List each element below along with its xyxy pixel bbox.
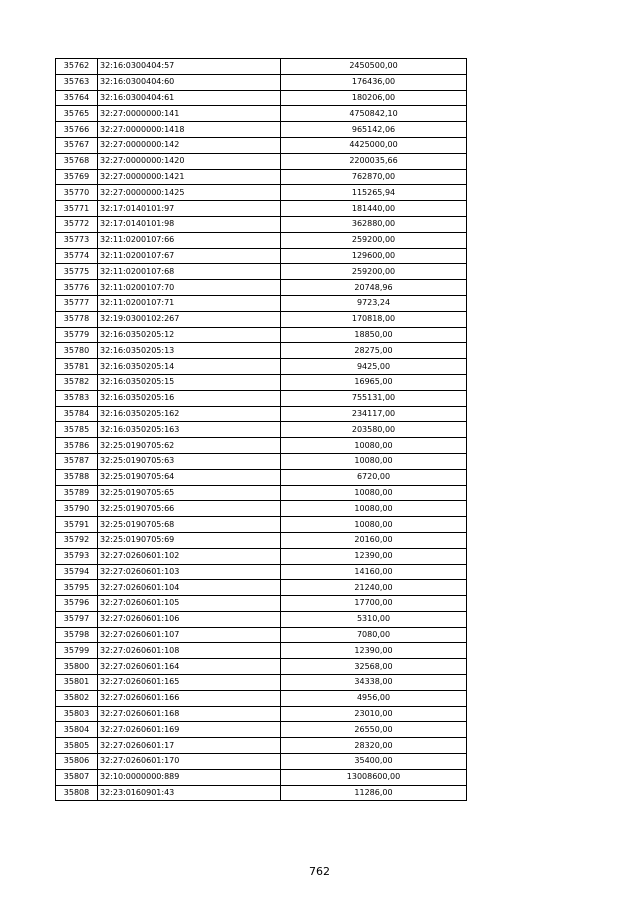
value-cell: 20160,00 bbox=[281, 532, 467, 548]
value-cell: 129600,00 bbox=[281, 248, 467, 264]
row-number-cell: 35782 bbox=[56, 374, 98, 390]
table-row bbox=[56, 754, 467, 770]
row-number-cell: 35802 bbox=[56, 690, 98, 706]
value-cell: 20748,96 bbox=[281, 280, 467, 296]
row-number-cell: 35773 bbox=[56, 232, 98, 248]
row-number-cell: 35772 bbox=[56, 216, 98, 232]
cadastral-number-cell: 32:17:0140101:98 bbox=[98, 216, 281, 232]
table-row bbox=[56, 406, 467, 422]
table-row bbox=[56, 390, 467, 406]
row-number-cell: 35777 bbox=[56, 295, 98, 311]
value-cell: 9425,00 bbox=[281, 359, 467, 375]
table-row bbox=[56, 327, 467, 343]
table-row bbox=[56, 374, 467, 390]
table-row bbox=[56, 769, 467, 785]
table-row bbox=[56, 122, 467, 138]
table-row bbox=[56, 785, 467, 801]
value-cell: 35400,00 bbox=[281, 754, 467, 770]
cadastral-number-cell: 32:11:0200107:71 bbox=[98, 295, 281, 311]
value-cell: 180206,00 bbox=[281, 90, 467, 106]
value-cell: 4956,00 bbox=[281, 690, 467, 706]
table-row bbox=[56, 216, 467, 232]
table-row bbox=[56, 548, 467, 564]
table-row bbox=[56, 627, 467, 643]
row-number-cell: 35764 bbox=[56, 90, 98, 106]
table-row bbox=[56, 469, 467, 485]
value-cell: 5310,00 bbox=[281, 611, 467, 627]
table-row bbox=[56, 438, 467, 454]
cadastral-number-cell: 32:27:0260601:166 bbox=[98, 690, 281, 706]
page-number: 762 bbox=[309, 865, 330, 878]
value-cell: 6720,00 bbox=[281, 469, 467, 485]
row-number-cell: 35774 bbox=[56, 248, 98, 264]
value-cell: 21240,00 bbox=[281, 580, 467, 596]
value-cell: 13008600,00 bbox=[281, 769, 467, 785]
row-number-cell: 35792 bbox=[56, 532, 98, 548]
row-number-cell: 35796 bbox=[56, 596, 98, 612]
cadastral-number-cell: 32:27:0260601:106 bbox=[98, 611, 281, 627]
cadastral-number-cell: 32:27:0000000:1418 bbox=[98, 122, 281, 138]
row-number-cell: 35780 bbox=[56, 343, 98, 359]
cadastral-number-cell: 32:27:0260601:105 bbox=[98, 596, 281, 612]
value-cell: 12390,00 bbox=[281, 548, 467, 564]
cadastral-number-cell: 32:27:0260601:102 bbox=[98, 548, 281, 564]
table-row bbox=[56, 532, 467, 548]
cadastral-number-cell: 32:25:0190705:65 bbox=[98, 485, 281, 501]
cadastral-number-cell: 32:27:0000000:1421 bbox=[98, 169, 281, 185]
row-number-cell: 35783 bbox=[56, 390, 98, 406]
value-cell: 4750842,10 bbox=[281, 106, 467, 122]
table-row bbox=[56, 722, 467, 738]
value-cell: 755131,00 bbox=[281, 390, 467, 406]
row-number-cell: 35806 bbox=[56, 754, 98, 770]
row-number-cell: 35763 bbox=[56, 74, 98, 90]
table-row bbox=[56, 295, 467, 311]
table-row bbox=[56, 501, 467, 517]
cadastral-number-cell: 32:27:0260601:170 bbox=[98, 754, 281, 770]
value-cell: 965142,06 bbox=[281, 122, 467, 138]
table-row bbox=[56, 706, 467, 722]
cadastral-number-cell: 32:25:0190705:63 bbox=[98, 453, 281, 469]
row-number-cell: 35801 bbox=[56, 675, 98, 691]
cadastral-number-cell: 32:27:0260601:17 bbox=[98, 738, 281, 754]
table-row bbox=[56, 738, 467, 754]
cadastral-number-cell: 32:27:0000000:1420 bbox=[98, 153, 281, 169]
value-cell: 170818,00 bbox=[281, 311, 467, 327]
table-row bbox=[56, 232, 467, 248]
cadastral-number-cell: 32:27:0260601:168 bbox=[98, 706, 281, 722]
table-row bbox=[56, 596, 467, 612]
row-number-cell: 35800 bbox=[56, 659, 98, 675]
table-row bbox=[56, 643, 467, 659]
value-cell: 176436,00 bbox=[281, 74, 467, 90]
row-number-cell: 35798 bbox=[56, 627, 98, 643]
value-cell: 28320,00 bbox=[281, 738, 467, 754]
value-cell: 12390,00 bbox=[281, 643, 467, 659]
value-cell: 11286,00 bbox=[281, 785, 467, 801]
row-number-cell: 35803 bbox=[56, 706, 98, 722]
row-number-cell: 35776 bbox=[56, 280, 98, 296]
cadastral-number-cell: 32:16:0300404:57 bbox=[98, 59, 281, 75]
cadastral-number-cell: 32:27:0000000:1425 bbox=[98, 185, 281, 201]
value-cell: 9723,24 bbox=[281, 295, 467, 311]
row-number-cell: 35807 bbox=[56, 769, 98, 785]
cadastral-number-cell: 32:27:0260601:108 bbox=[98, 643, 281, 659]
row-number-cell: 35784 bbox=[56, 406, 98, 422]
table-row bbox=[56, 74, 467, 90]
table-row bbox=[56, 59, 467, 75]
cadastral-number-cell: 32:16:0350205:162 bbox=[98, 406, 281, 422]
table-row bbox=[56, 169, 467, 185]
cadastral-number-cell: 32:16:0350205:163 bbox=[98, 422, 281, 438]
value-cell: 7080,00 bbox=[281, 627, 467, 643]
cadastral-number-cell: 32:11:0200107:70 bbox=[98, 280, 281, 296]
row-number-cell: 35779 bbox=[56, 327, 98, 343]
value-cell: 10080,00 bbox=[281, 517, 467, 533]
row-number-cell: 35785 bbox=[56, 422, 98, 438]
row-number-cell: 35797 bbox=[56, 611, 98, 627]
value-cell: 203580,00 bbox=[281, 422, 467, 438]
value-cell: 17700,00 bbox=[281, 596, 467, 612]
value-cell: 362880,00 bbox=[281, 216, 467, 232]
cadastral-number-cell: 32:27:0260601:165 bbox=[98, 675, 281, 691]
table-row bbox=[56, 248, 467, 264]
table-body bbox=[56, 59, 467, 801]
cadastral-number-cell: 32:27:0260601:164 bbox=[98, 659, 281, 675]
row-number-cell: 35781 bbox=[56, 359, 98, 375]
cadastral-number-cell: 32:16:0300404:61 bbox=[98, 90, 281, 106]
value-cell: 14160,00 bbox=[281, 564, 467, 580]
row-number-cell: 35787 bbox=[56, 453, 98, 469]
table-row bbox=[56, 359, 467, 375]
row-number-cell: 35804 bbox=[56, 722, 98, 738]
table-row bbox=[56, 675, 467, 691]
row-number-cell: 35767 bbox=[56, 137, 98, 153]
row-number-cell: 35778 bbox=[56, 311, 98, 327]
row-number-cell: 35786 bbox=[56, 438, 98, 454]
table-row bbox=[56, 153, 467, 169]
row-number-cell: 35805 bbox=[56, 738, 98, 754]
cadastral-number-cell: 32:27:0260601:169 bbox=[98, 722, 281, 738]
row-number-cell: 35794 bbox=[56, 564, 98, 580]
table-row bbox=[56, 311, 467, 327]
cadastral-number-cell: 32:11:0200107:67 bbox=[98, 248, 281, 264]
row-number-cell: 35771 bbox=[56, 201, 98, 217]
table-row bbox=[56, 659, 467, 675]
table-row bbox=[56, 137, 467, 153]
value-cell: 18850,00 bbox=[281, 327, 467, 343]
cadastral-number-cell: 32:16:0350205:15 bbox=[98, 374, 281, 390]
row-number-cell: 35808 bbox=[56, 785, 98, 801]
row-number-cell: 35770 bbox=[56, 185, 98, 201]
value-cell: 259200,00 bbox=[281, 264, 467, 280]
table-row bbox=[56, 280, 467, 296]
cadastral-number-cell: 32:27:0260601:107 bbox=[98, 627, 281, 643]
row-number-cell: 35768 bbox=[56, 153, 98, 169]
table-row bbox=[56, 264, 467, 280]
table-row bbox=[56, 517, 467, 533]
value-cell: 10080,00 bbox=[281, 501, 467, 517]
table-row bbox=[56, 106, 467, 122]
value-cell: 115265,94 bbox=[281, 185, 467, 201]
cadastral-number-cell: 32:27:0260601:104 bbox=[98, 580, 281, 596]
cadastral-number-cell: 32:25:0190705:62 bbox=[98, 438, 281, 454]
row-number-cell: 35788 bbox=[56, 469, 98, 485]
table-row bbox=[56, 485, 467, 501]
row-number-cell: 35789 bbox=[56, 485, 98, 501]
table-row bbox=[56, 422, 467, 438]
value-cell: 10080,00 bbox=[281, 438, 467, 454]
value-cell: 10080,00 bbox=[281, 485, 467, 501]
cadastral-number-cell: 32:16:0300404:60 bbox=[98, 74, 281, 90]
row-number-cell: 35762 bbox=[56, 59, 98, 75]
cadastral-number-cell: 32:11:0200107:66 bbox=[98, 232, 281, 248]
table-row bbox=[56, 90, 467, 106]
table-row bbox=[56, 611, 467, 627]
cadastral-number-cell: 32:27:0000000:141 bbox=[98, 106, 281, 122]
value-cell: 28275,00 bbox=[281, 343, 467, 359]
cadastral-number-cell: 32:19:0300102:267 bbox=[98, 311, 281, 327]
value-cell: 4425000,00 bbox=[281, 137, 467, 153]
value-cell: 32568,00 bbox=[281, 659, 467, 675]
row-number-cell: 35790 bbox=[56, 501, 98, 517]
row-number-cell: 35775 bbox=[56, 264, 98, 280]
cadastral-number-cell: 32:27:0260601:103 bbox=[98, 564, 281, 580]
table-row bbox=[56, 185, 467, 201]
row-number-cell: 35765 bbox=[56, 106, 98, 122]
row-number-cell: 35799 bbox=[56, 643, 98, 659]
value-cell: 259200,00 bbox=[281, 232, 467, 248]
table-row bbox=[56, 690, 467, 706]
cadastral-number-cell: 32:27:0000000:142 bbox=[98, 137, 281, 153]
cadastral-number-cell: 32:16:0350205:14 bbox=[98, 359, 281, 375]
cadastral-table bbox=[55, 58, 467, 801]
row-number-cell: 35766 bbox=[56, 122, 98, 138]
value-cell: 10080,00 bbox=[281, 453, 467, 469]
value-cell: 181440,00 bbox=[281, 201, 467, 217]
value-cell: 26550,00 bbox=[281, 722, 467, 738]
cadastral-number-cell: 32:25:0190705:69 bbox=[98, 532, 281, 548]
cadastral-number-cell: 32:25:0190705:64 bbox=[98, 469, 281, 485]
value-cell: 234117,00 bbox=[281, 406, 467, 422]
cadastral-number-cell: 32:16:0350205:16 bbox=[98, 390, 281, 406]
row-number-cell: 35795 bbox=[56, 580, 98, 596]
cadastral-number-cell: 32:10:0000000:889 bbox=[98, 769, 281, 785]
table-row bbox=[56, 343, 467, 359]
value-cell: 762870,00 bbox=[281, 169, 467, 185]
table-row bbox=[56, 201, 467, 217]
cadastral-number-cell: 32:23:0160901:43 bbox=[98, 785, 281, 801]
cadastral-number-cell: 32:25:0190705:68 bbox=[98, 517, 281, 533]
cadastral-number-cell: 32:16:0350205:13 bbox=[98, 343, 281, 359]
row-number-cell: 35791 bbox=[56, 517, 98, 533]
table-row bbox=[56, 564, 467, 580]
table-row bbox=[56, 453, 467, 469]
table-row bbox=[56, 580, 467, 596]
cadastral-number-cell: 32:11:0200107:68 bbox=[98, 264, 281, 280]
row-number-cell: 35769 bbox=[56, 169, 98, 185]
value-cell: 23010,00 bbox=[281, 706, 467, 722]
cadastral-number-cell: 32:16:0350205:12 bbox=[98, 327, 281, 343]
row-number-cell: 35793 bbox=[56, 548, 98, 564]
value-cell: 2450500,00 bbox=[281, 59, 467, 75]
value-cell: 2200035,66 bbox=[281, 153, 467, 169]
cadastral-number-cell: 32:17:0140101:97 bbox=[98, 201, 281, 217]
value-cell: 16965,00 bbox=[281, 374, 467, 390]
value-cell: 34338,00 bbox=[281, 675, 467, 691]
cadastral-number-cell: 32:25:0190705:66 bbox=[98, 501, 281, 517]
